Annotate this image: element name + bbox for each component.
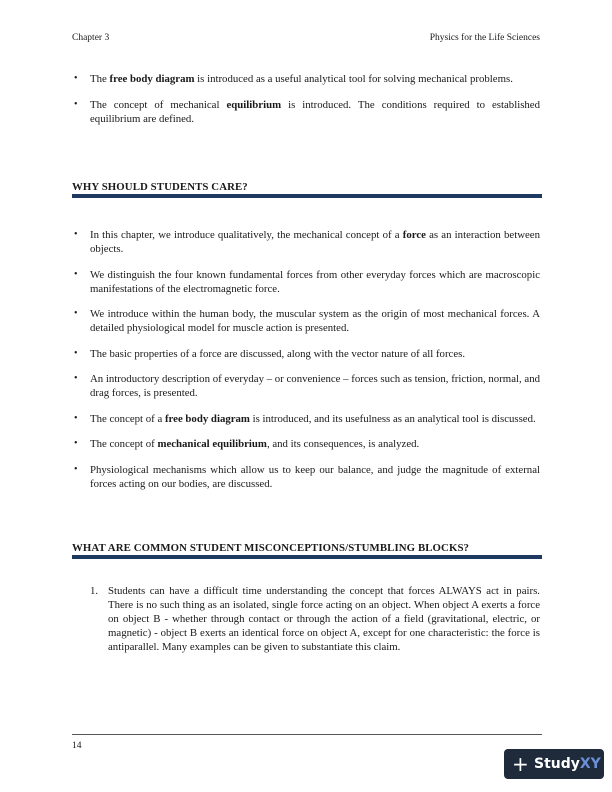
bullet-text: We introduce within the human body, the muscular system as the origin of most mechanical forces. A detailed physiological model for muscle action is presented. xyxy=(90,308,540,334)
bullet-item xyxy=(74,72,540,86)
bullet-text: The concept of a xyxy=(90,412,165,425)
bullet-text: is introduced as a useful analytical tool for solving mechanical problems. xyxy=(194,73,513,85)
bullet-dot-icon: • xyxy=(74,268,78,280)
bullet-dot-icon: • xyxy=(74,463,78,475)
bullet-text: as an interaction between objects. xyxy=(90,229,540,255)
bullet-item xyxy=(74,437,540,451)
bullet-dot-icon: • xyxy=(74,229,78,240)
section-title-misconceptions: WHAT ARE COMMON STUDENT MISCONCEPTIONS/STUMBLING BLOCKS? xyxy=(72,542,470,554)
bullet-item xyxy=(74,372,540,400)
footer-divider xyxy=(72,734,542,735)
item-text: Students can have a difficult time understanding the concept that forces ALWAYS act in pairs. There is no such thing as an isolated, single force acting on an object. When object A exerts a force on object B - whether through contact or through the action of a field (gravitational, electric, or magnetic) - object B exerts an identical force on object A, except for one characteristic: the force is antiparallel. Many examples can be given to substantiate this claim. xyxy=(108,585,540,653)
logo-text: StudyXY xyxy=(534,756,601,772)
bullet-dot-icon: • xyxy=(74,98,78,110)
bullet-text: is introduced. The conditions required to established equilibrium are defined. xyxy=(90,98,540,125)
bullet-item xyxy=(74,463,540,491)
bullet-text: In this chapter, we introduce qualitatively, the mechanical concept of a xyxy=(90,229,403,241)
bullet-text: The concept of mechanical xyxy=(90,98,227,111)
why-care-bullet-list xyxy=(74,228,540,502)
bullet-text: is introduced, and its usefulness as an analytical tool is discussed. xyxy=(249,412,536,425)
section-divider xyxy=(72,194,542,198)
bullet-dot-icon: • xyxy=(74,412,78,424)
bullet-item xyxy=(74,228,540,256)
bullet-text: The concept of xyxy=(90,438,158,450)
bullet-text: Physiological mechanisms which allow us to keep our balance, and judge the magnitude of external forces acting on our bodies, are discussed. xyxy=(90,463,540,490)
bullet-item xyxy=(74,347,540,361)
bullet-text: The xyxy=(90,73,110,85)
bold-term: free body diagram xyxy=(109,73,195,85)
bullet-dot-icon: • xyxy=(74,308,78,319)
bullet-dot-icon: • xyxy=(74,73,78,84)
book-title: Physics for the Life Sciences xyxy=(429,33,540,43)
bullet-item xyxy=(74,98,540,126)
bullet-item xyxy=(74,412,540,426)
bold-term: force xyxy=(402,229,426,241)
bullet-text: We distinguish the four known fundamental forces from other everyday forces which are macroscopic manifestations of the electromagnetic force. xyxy=(90,268,540,295)
bullet-text: , and its consequences, is analyzed. xyxy=(266,438,420,450)
numbered-item xyxy=(90,584,540,654)
bullet-dot-icon: • xyxy=(74,347,78,359)
plus-icon: + xyxy=(512,752,529,776)
running-header xyxy=(72,33,540,43)
bold-term: free body diagram xyxy=(164,412,250,425)
bullet-text: An introductory description of everyday – or convenience – forces such as tension, friction, normal, and drag forces, is presented. xyxy=(90,373,540,399)
bullet-item xyxy=(74,307,540,335)
bullet-item xyxy=(74,268,540,296)
page-number: 14 xyxy=(72,741,82,751)
item-number: 1. xyxy=(90,585,99,597)
misconceptions-list xyxy=(90,584,540,654)
bold-term: equilibrium xyxy=(226,98,282,111)
section-title-why-care: WHY SHOULD STUDENTS CARE? xyxy=(72,181,248,193)
bullet-text: The basic properties of a force are discussed, along with the vector nature of all forces. xyxy=(90,347,466,360)
intro-bullet-list xyxy=(74,72,540,137)
bullet-dot-icon: • xyxy=(74,438,78,449)
bold-term: mechanical equilibrium xyxy=(157,438,267,450)
section-divider xyxy=(72,555,542,559)
studyxy-logo xyxy=(504,749,604,779)
bullet-dot-icon: • xyxy=(74,373,78,384)
chapter-label: Chapter 3 xyxy=(72,33,110,43)
